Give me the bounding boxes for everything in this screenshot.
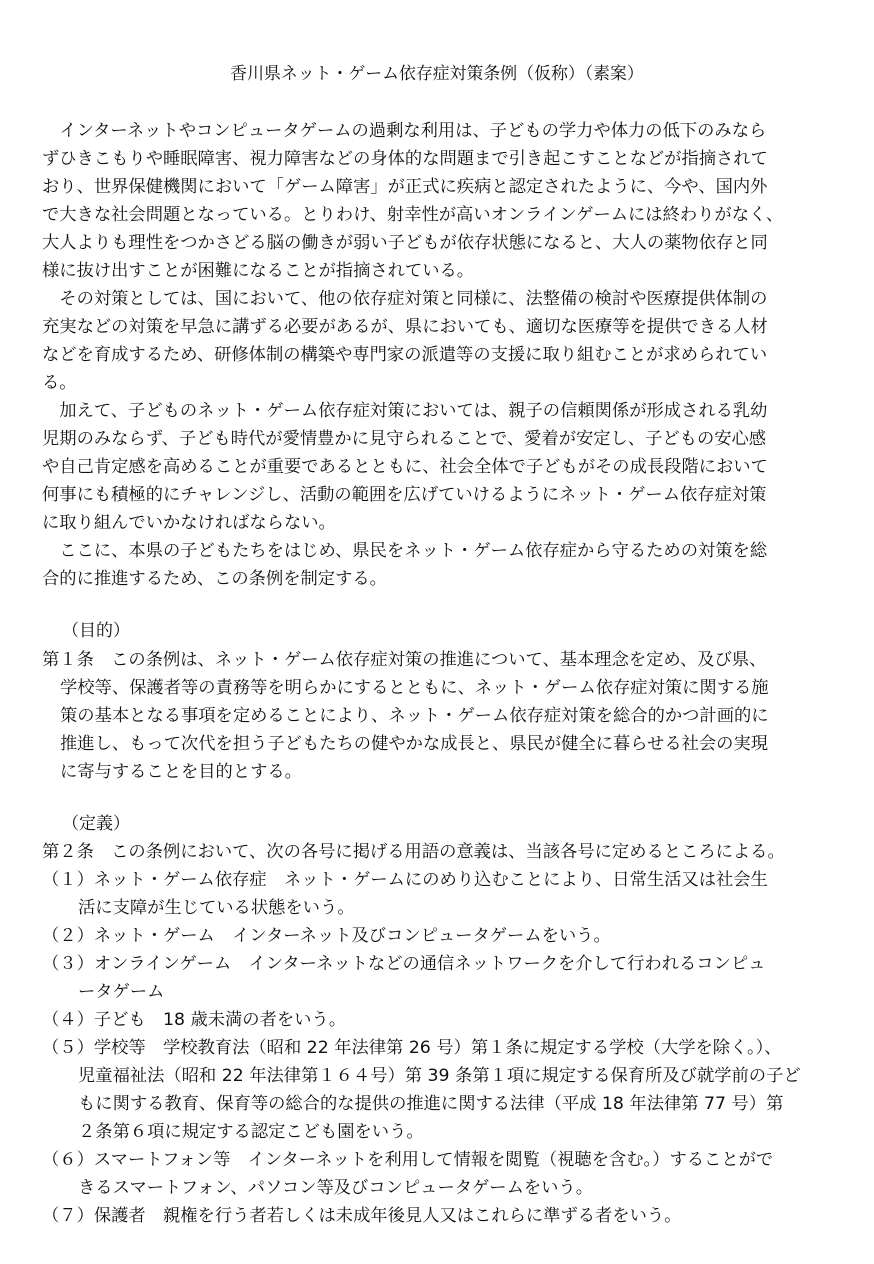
preamble-line: で大きな社会問題となっている。とりわけ、射幸性が高いオンラインゲームには終わりがなく、 bbox=[42, 205, 784, 225]
preamble-line: ここに、本県の子どもたちをはじめ、県民をネット・ゲーム依存症から守るための対策を総 bbox=[42, 541, 768, 561]
preamble-line: る。 bbox=[42, 373, 77, 393]
preamble-line: 大人よりも理性をつかさどる脳の働きが弱い子どもが依存状態になると、大人の薬物依存と同 bbox=[42, 233, 768, 253]
preamble-line: ずひきこもりや睡眠障害、視力障害などの身体的な問題まで引き起こすことなどが指摘されて bbox=[42, 149, 768, 169]
article-1-line: 第１条 この条例は、ネット・ゲーム依存症対策の推進について、基本理念を定め、及び県、 bbox=[42, 650, 767, 670]
document-title: 香川県ネット・ゲーム依存症対策条例（仮称）（素案） bbox=[230, 64, 644, 84]
article-2-heading: （定義） bbox=[62, 814, 130, 834]
definition-item-1: （１）ネット・ゲーム依存症 ネット・ゲームにのめり込むことにより、日常生活又は社会生 bbox=[42, 870, 768, 890]
preamble-line: その対策としては、国において、他の依存症対策と同様に、法整備の検討や医療提供体制の bbox=[42, 289, 768, 309]
article-1-line: 策の基本となる事項を定めることにより、ネット・ゲーム依存症対策を総合的かつ計画的に bbox=[60, 706, 769, 726]
preamble-line: に取り組んでいかなければならない。 bbox=[42, 513, 336, 533]
preamble-line: おり、世界保健機関において「ゲーム障害」が正式に疾病と認定されたように、今や、国内外 bbox=[42, 177, 768, 197]
definition-item-5-cont: 児童福祉法（昭和 22 年法律第１６４号）第 39 条第１項に規定する保育所及び就学前の子ど bbox=[78, 1066, 801, 1086]
definition-item-4: （４）子ども 18 歳未満の者をいう。 bbox=[42, 1010, 346, 1030]
definition-item-3-cont: ータゲーム bbox=[78, 982, 165, 1002]
definition-item-2: （２）ネット・ゲーム インターネット及びコンピュータゲームをいう。 bbox=[42, 926, 611, 946]
definition-item-7: （７）保護者 親権を行う者若しくは未成年後見人又はこれらに準ずる者をいう。 bbox=[42, 1206, 682, 1226]
article-1-line: 学校等、保護者等の責務等を明らかにするとともに、ネット・ゲーム依存症対策に関する施 bbox=[60, 678, 769, 698]
article-1-line: に寄与することを目的とする。 bbox=[60, 762, 302, 782]
definition-item-1-cont: 活に支障が生じている状態をいう。 bbox=[78, 898, 355, 918]
article-2-intro: 第２条 この条例において、次の各号に掲げる用語の意義は、当該各号に定めるところによる。 bbox=[42, 842, 785, 862]
preamble-line: などを育成するため、研修体制の構築や専門家の派遣等の支援に取り組むことが求められてい bbox=[42, 345, 768, 365]
article-1-heading: （目的） bbox=[62, 621, 130, 641]
definition-item-6: （６）スマートフォン等 インターネットを利用して情報を閲覧（視聴を含む。）することがで bbox=[42, 1150, 774, 1170]
preamble-line: 児期のみならず、子ども時代が愛情豊かに見守られることで、愛着が安定し、子どもの安心感 bbox=[42, 429, 767, 449]
preamble-line: 様に抜け出すことが困難になることが指摘されている。 bbox=[42, 261, 475, 281]
definition-item-5-cont: ２条第６項に規定する認定こども園をいう。 bbox=[78, 1122, 424, 1142]
preamble-line: インターネットやコンピュータゲームの過剰な利用は、子どもの学力や体力の低下のみなら bbox=[42, 121, 767, 141]
definition-item-6-cont: きるスマートフォン、パソコン等及びコンピュータゲームをいう。 bbox=[78, 1178, 593, 1198]
preamble-line: 合的に推進するため、この条例を制定する。 bbox=[42, 569, 387, 589]
definition-item-5: （５）学校等 学校教育法（昭和 22 年法律第 26 号）第１条に規定する学校（大学を除く。）、 bbox=[42, 1038, 782, 1058]
preamble-line: 何事にも積極的にチャレンジし、活動の範囲を広げていけるようにネット・ゲーム依存症対策 bbox=[42, 485, 767, 505]
preamble-line: 加えて、子どものネット・ゲーム依存症対策においては、親子の信頼関係が形成される乳幼 bbox=[42, 401, 768, 421]
definition-item-3: （３）オンラインゲーム インターネットなどの通信ネットワークを介して行われるコンピュ bbox=[42, 954, 766, 974]
definition-item-5-cont: もに関する教育、保育等の総合的な提供の推進に関する法律（平成 18 年法律第 77 号）第 bbox=[78, 1094, 784, 1114]
preamble-line: 充実などの対策を早急に講ずる必要があるが、県においても、適切な医療等を提供できる人材 bbox=[42, 317, 768, 337]
preamble-line: や自己肯定感を高めることが重要であるとともに、社会全体で子どもがその成長段階において bbox=[42, 457, 768, 477]
article-1-line: 推進し、もって次代を担う子どもたちの健やかな成長と、県民が健全に暮らせる社会の実現 bbox=[60, 734, 769, 754]
